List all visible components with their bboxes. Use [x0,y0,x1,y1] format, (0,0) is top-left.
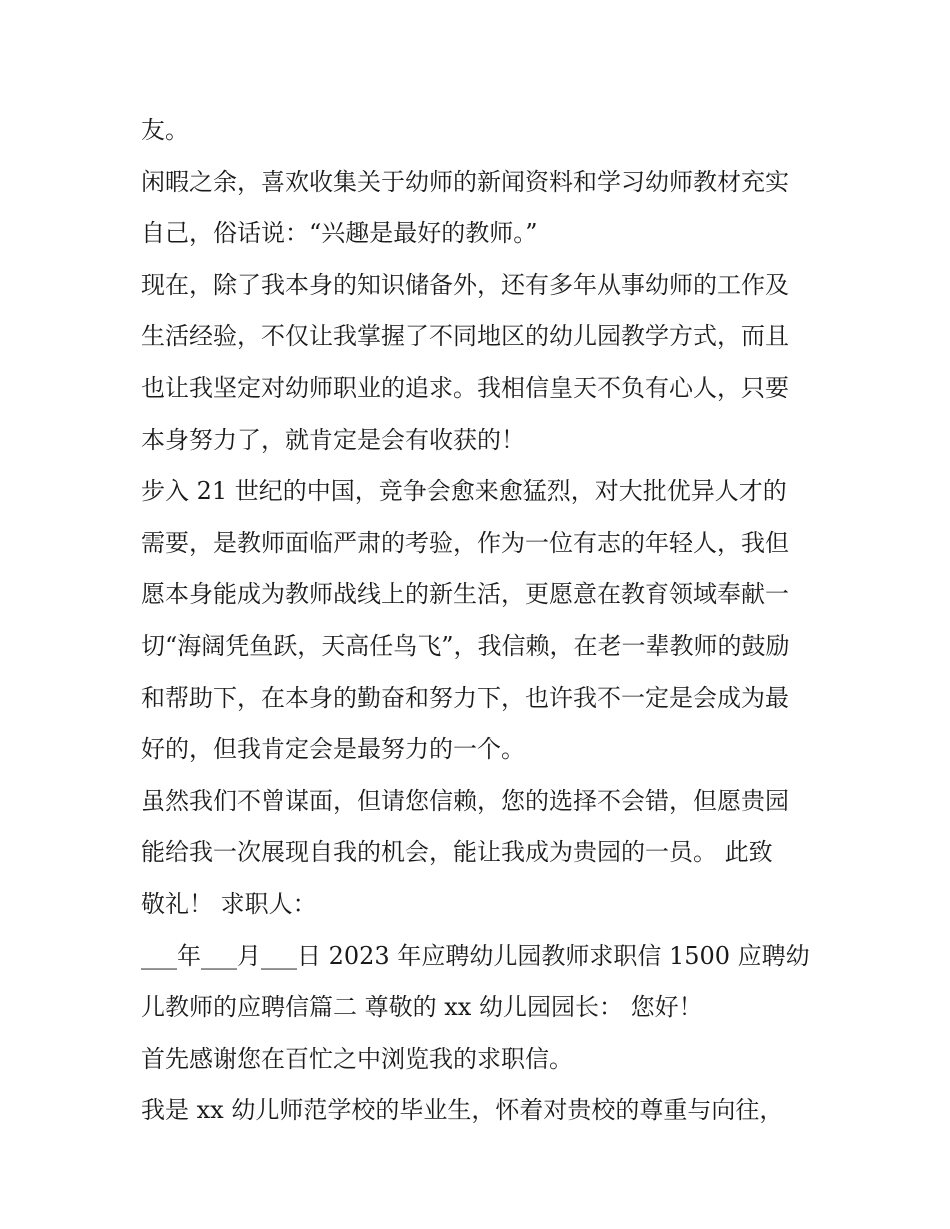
text-line: 虽然我们不曾谋面，但请您信赖，您的选择不会错，但愿贵园 [141,786,789,815]
text-line: 友。 [141,116,189,144]
text-line: 好的，但我肯定会是最努力的一个。 [141,735,525,764]
text-line: 和帮助下，在本身的勤奋和努力下，也许我不一定是会成为最 [141,683,789,712]
text-line: 现在，除了我本身的知识储备外，还有多年从事幼师的工作及 [141,270,789,299]
text-line: 需要，是教师面临严肃的考验，作为一位有志的年轻人，我但 [141,528,789,557]
text-line: 我是 xx 幼儿师范学校的毕业生，怀着对贵校的尊重与向往， [141,1096,784,1125]
text-line: 敬礼！ 求职人： [141,889,317,918]
text-line: 儿教师的应聘信篇二 尊敬的 xx 幼儿园园长： 您好！ [141,993,703,1022]
text-line: 切“海阔凭鱼跃，天高任鸟飞”，我信赖，在老一辈教师的鼓励 [141,631,790,660]
text-line: 闲暇之余，喜欢收集关于幼师的新闻资料和学习幼师教材充实 [141,167,789,196]
text-line: 本身努力了，就肯定是会有收获的！ [141,425,525,454]
text-line: 愿本身能成为教师战线上的新生活，更愿意在教育领域奉献一 [141,580,789,609]
body-text [141,105,821,1137]
text-line: ___年___月___日 2023 年应聘幼儿园教师求职信 1500 应聘幼 [141,941,810,970]
text-line: 首先感谢您在百忙之中浏览我的求职信。 [141,1044,573,1073]
text-line: 生活经验，不仅让我掌握了不同地区的幼儿园教学方式，而且 [141,322,789,351]
text-line: 能给我一次展现自我的机会，能让我成为贵园的一员。 此致 [141,838,773,867]
text-line: 也让我坚定对幼师职业的追求。我相信皇天不负有心人，只要 [141,373,789,402]
text-line: 自己，俗话说：“兴趣是最好的教师。” [141,219,538,248]
text-line: 步入 21 世纪的中国，竞争会愈来愈猛烈，对大批优异人才的 [141,477,787,506]
